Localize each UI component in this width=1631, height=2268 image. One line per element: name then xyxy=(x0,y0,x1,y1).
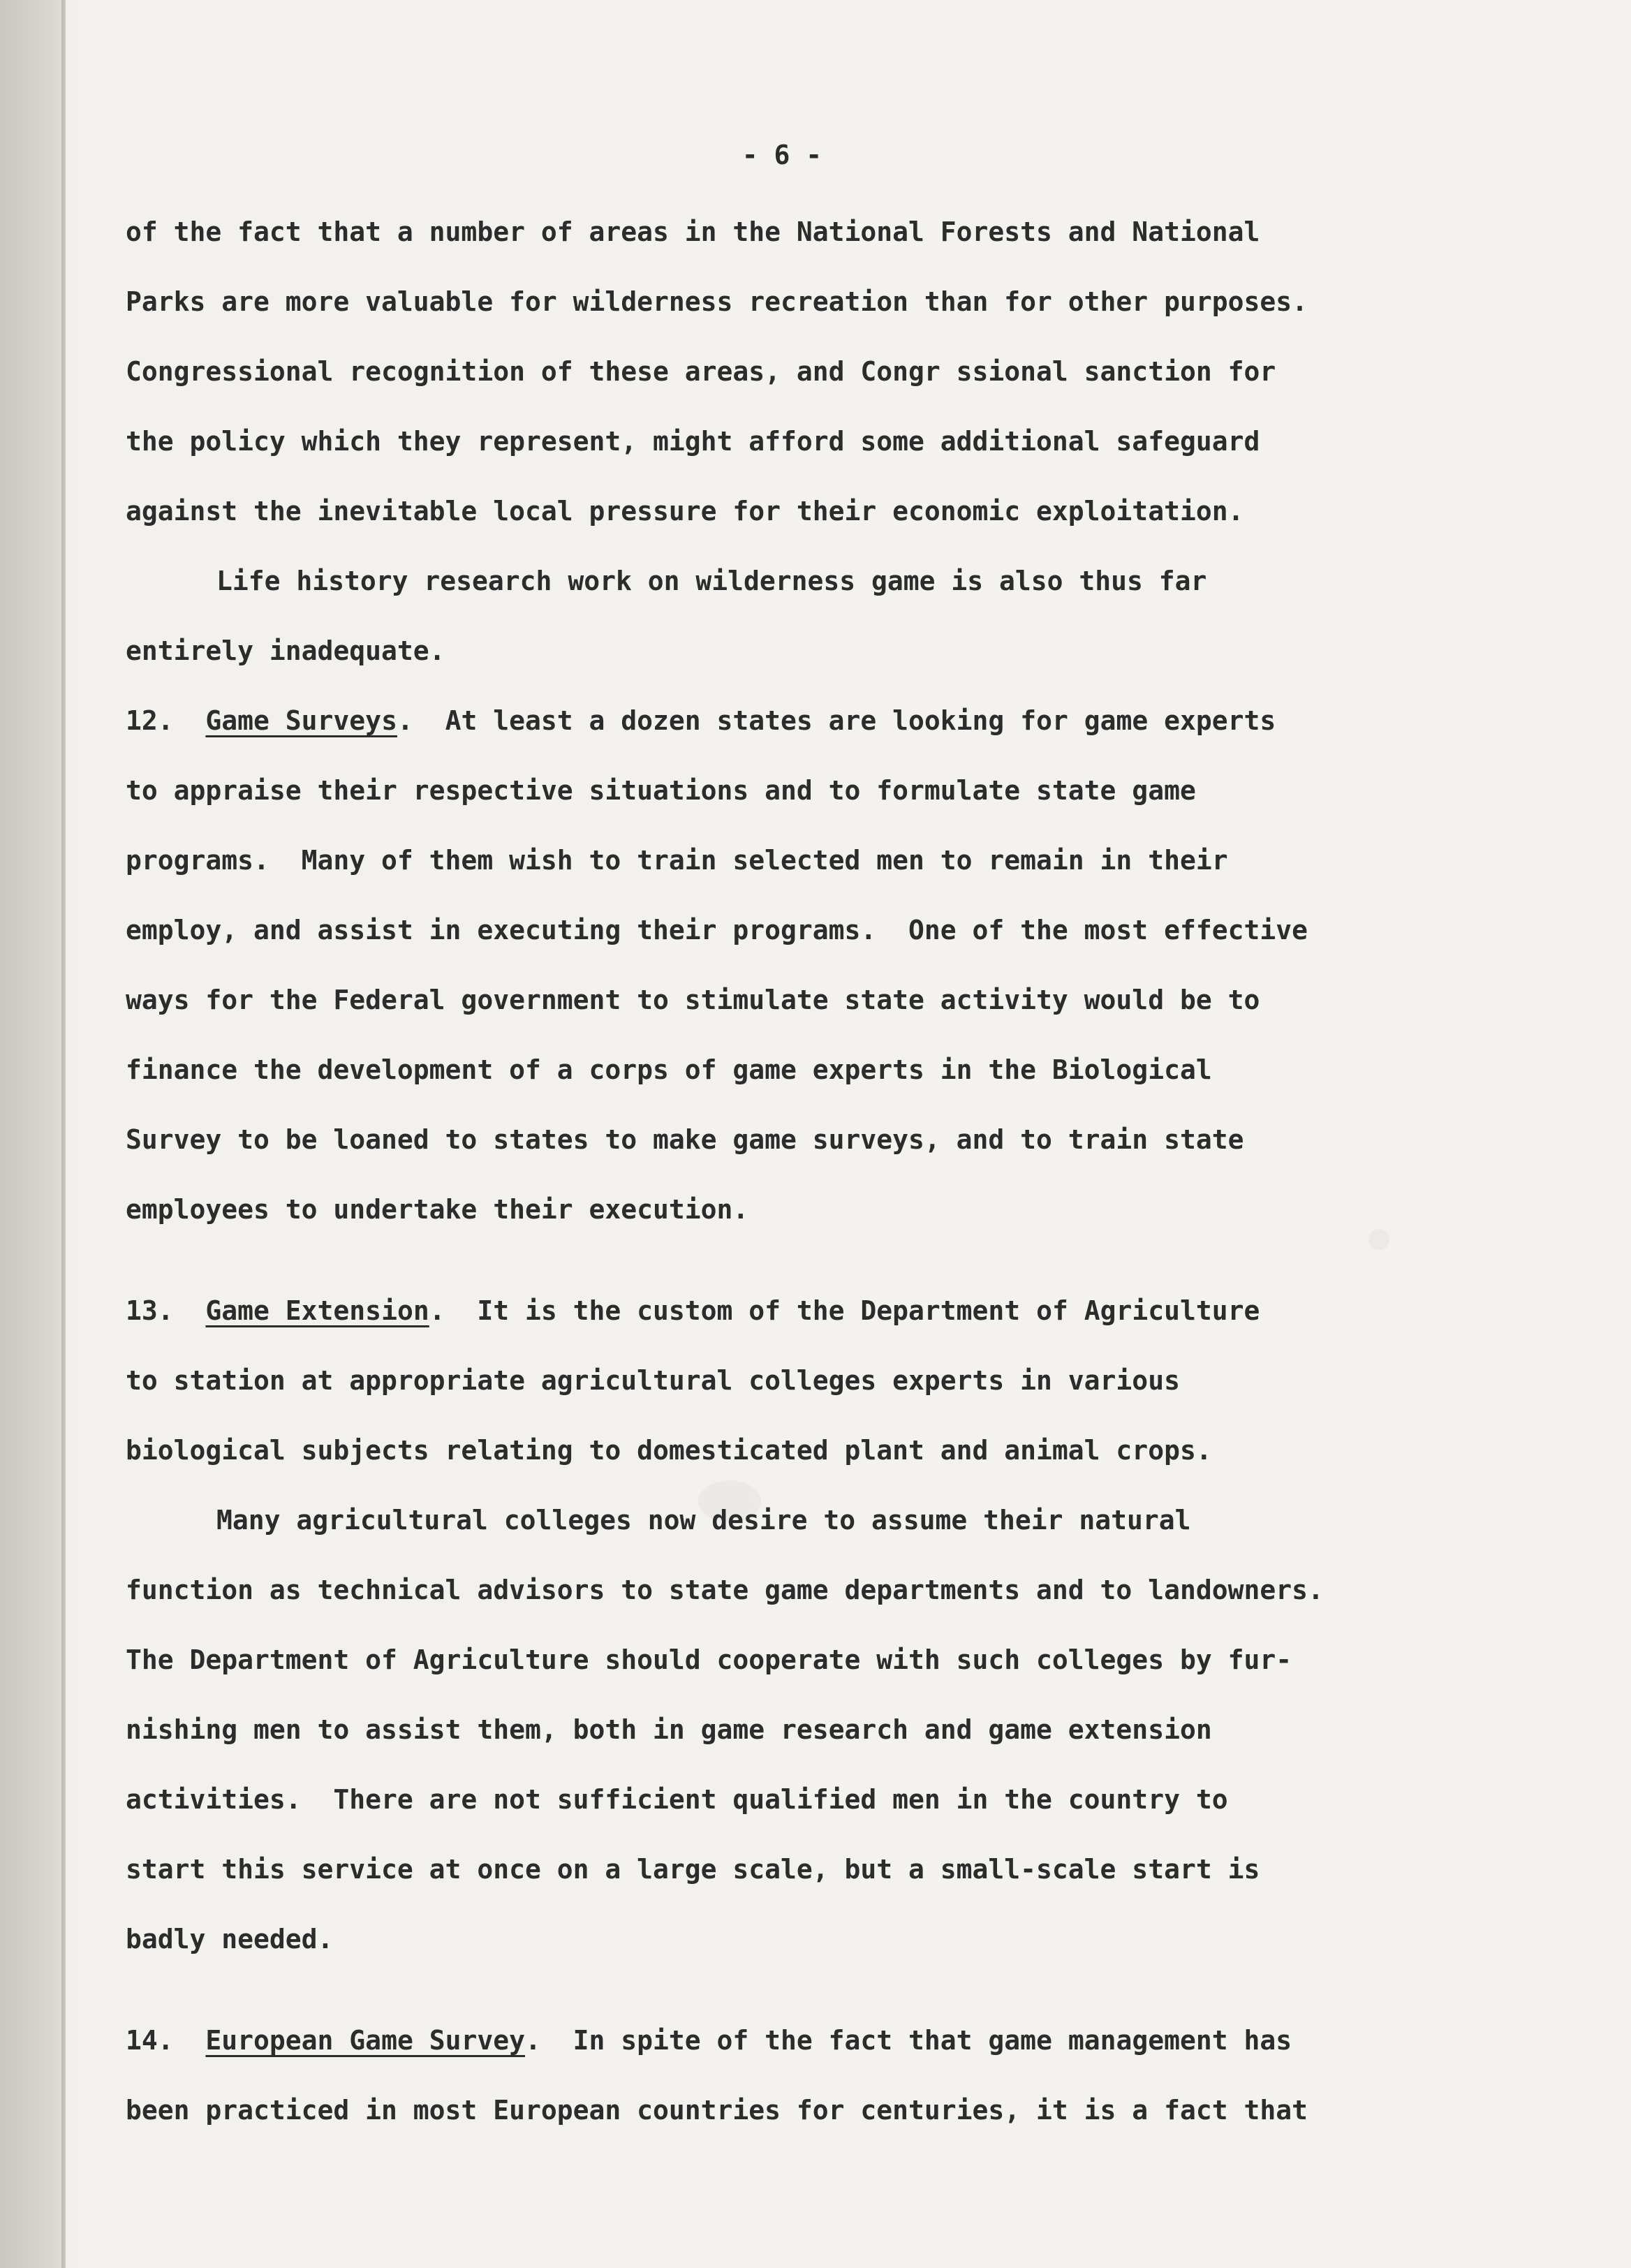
binding-shadow xyxy=(0,0,61,2268)
page-number: - 6 - xyxy=(741,140,822,170)
text-line: to station at appropriate agricultural colleges experts in various xyxy=(126,1365,1180,1396)
text-line: Many agricultural colleges now desire to assume their natural xyxy=(216,1505,1191,1536)
section-number: 12. xyxy=(126,705,174,736)
section-14-first-line xyxy=(126,2025,1292,2056)
text-line: finance the development of a corps of game experts in the Biological xyxy=(126,1054,1212,1085)
text-fragment: . It is the custom of the Department of Agriculture xyxy=(429,1295,1260,1326)
text-line: entirely inadequate. xyxy=(126,635,445,666)
text-fragment: . At least a dozen states are looking for game experts xyxy=(397,705,1276,736)
text-line: Life history research work on wilderness game is also thus far xyxy=(216,566,1207,596)
section-heading-european-game-survey: European Game Survey xyxy=(205,2025,525,2056)
text-line: employees to undertake their execution. xyxy=(126,1194,749,1225)
text-line: against the inevitable local pressure for their economic exploitation. xyxy=(126,496,1244,526)
text-line: ways for the Federal government to stimulate state activity would be to xyxy=(126,985,1260,1015)
section-number: 14. xyxy=(126,2025,174,2056)
section-heading-game-extension: Game Extension xyxy=(205,1295,429,1326)
text-line: of the fact that a number of areas in the National Forests and National xyxy=(126,216,1260,247)
text-line: biological subjects relating to domesticated plant and animal crops. xyxy=(126,1435,1212,1466)
text-line: Parks are more valuable for wilderness recreation than for other purposes. xyxy=(126,286,1308,317)
text-line: the policy which they represent, might afford some additional safeguard xyxy=(126,426,1260,457)
text-line: to appraise their respective situations and to formulate state game xyxy=(126,775,1196,806)
section-13-first-line xyxy=(126,1295,1260,1326)
text-line: been practiced in most European countries for centuries, it is a fact that xyxy=(126,2095,1308,2126)
text-line: employ, and assist in executing their programs. One of the most effective xyxy=(126,915,1308,945)
binding-edge xyxy=(61,0,66,2268)
text-line: The Department of Agriculture should cooperate with such colleges by fur- xyxy=(126,1644,1292,1675)
text-line: badly needed. xyxy=(126,1924,334,1954)
text-line: Survey to be loaned to states to make game surveys, and to train state xyxy=(126,1124,1244,1155)
text-line: function as technical advisors to state game departments and to landowners. xyxy=(126,1575,1324,1605)
text-line: activities. There are not sufficient qualified men in the country to xyxy=(126,1784,1228,1815)
text-line: start this service at once on a large scale, but a small-scale start is xyxy=(126,1854,1260,1885)
text-line: nishing men to assist them, both in game research and game extension xyxy=(126,1714,1212,1745)
text-line: Congressional recognition of these areas, and Congr ssional sanction for xyxy=(126,356,1276,387)
text-line: programs. Many of them wish to train selected men to remain in their xyxy=(126,845,1228,876)
typed-text-body xyxy=(105,126,1459,2234)
section-12-first-line xyxy=(126,705,1276,736)
section-heading-game-surveys: Game Surveys xyxy=(205,705,397,736)
text-fragment: . In spite of the fact that game management has xyxy=(524,2025,1292,2056)
section-number: 13. xyxy=(126,1295,174,1326)
